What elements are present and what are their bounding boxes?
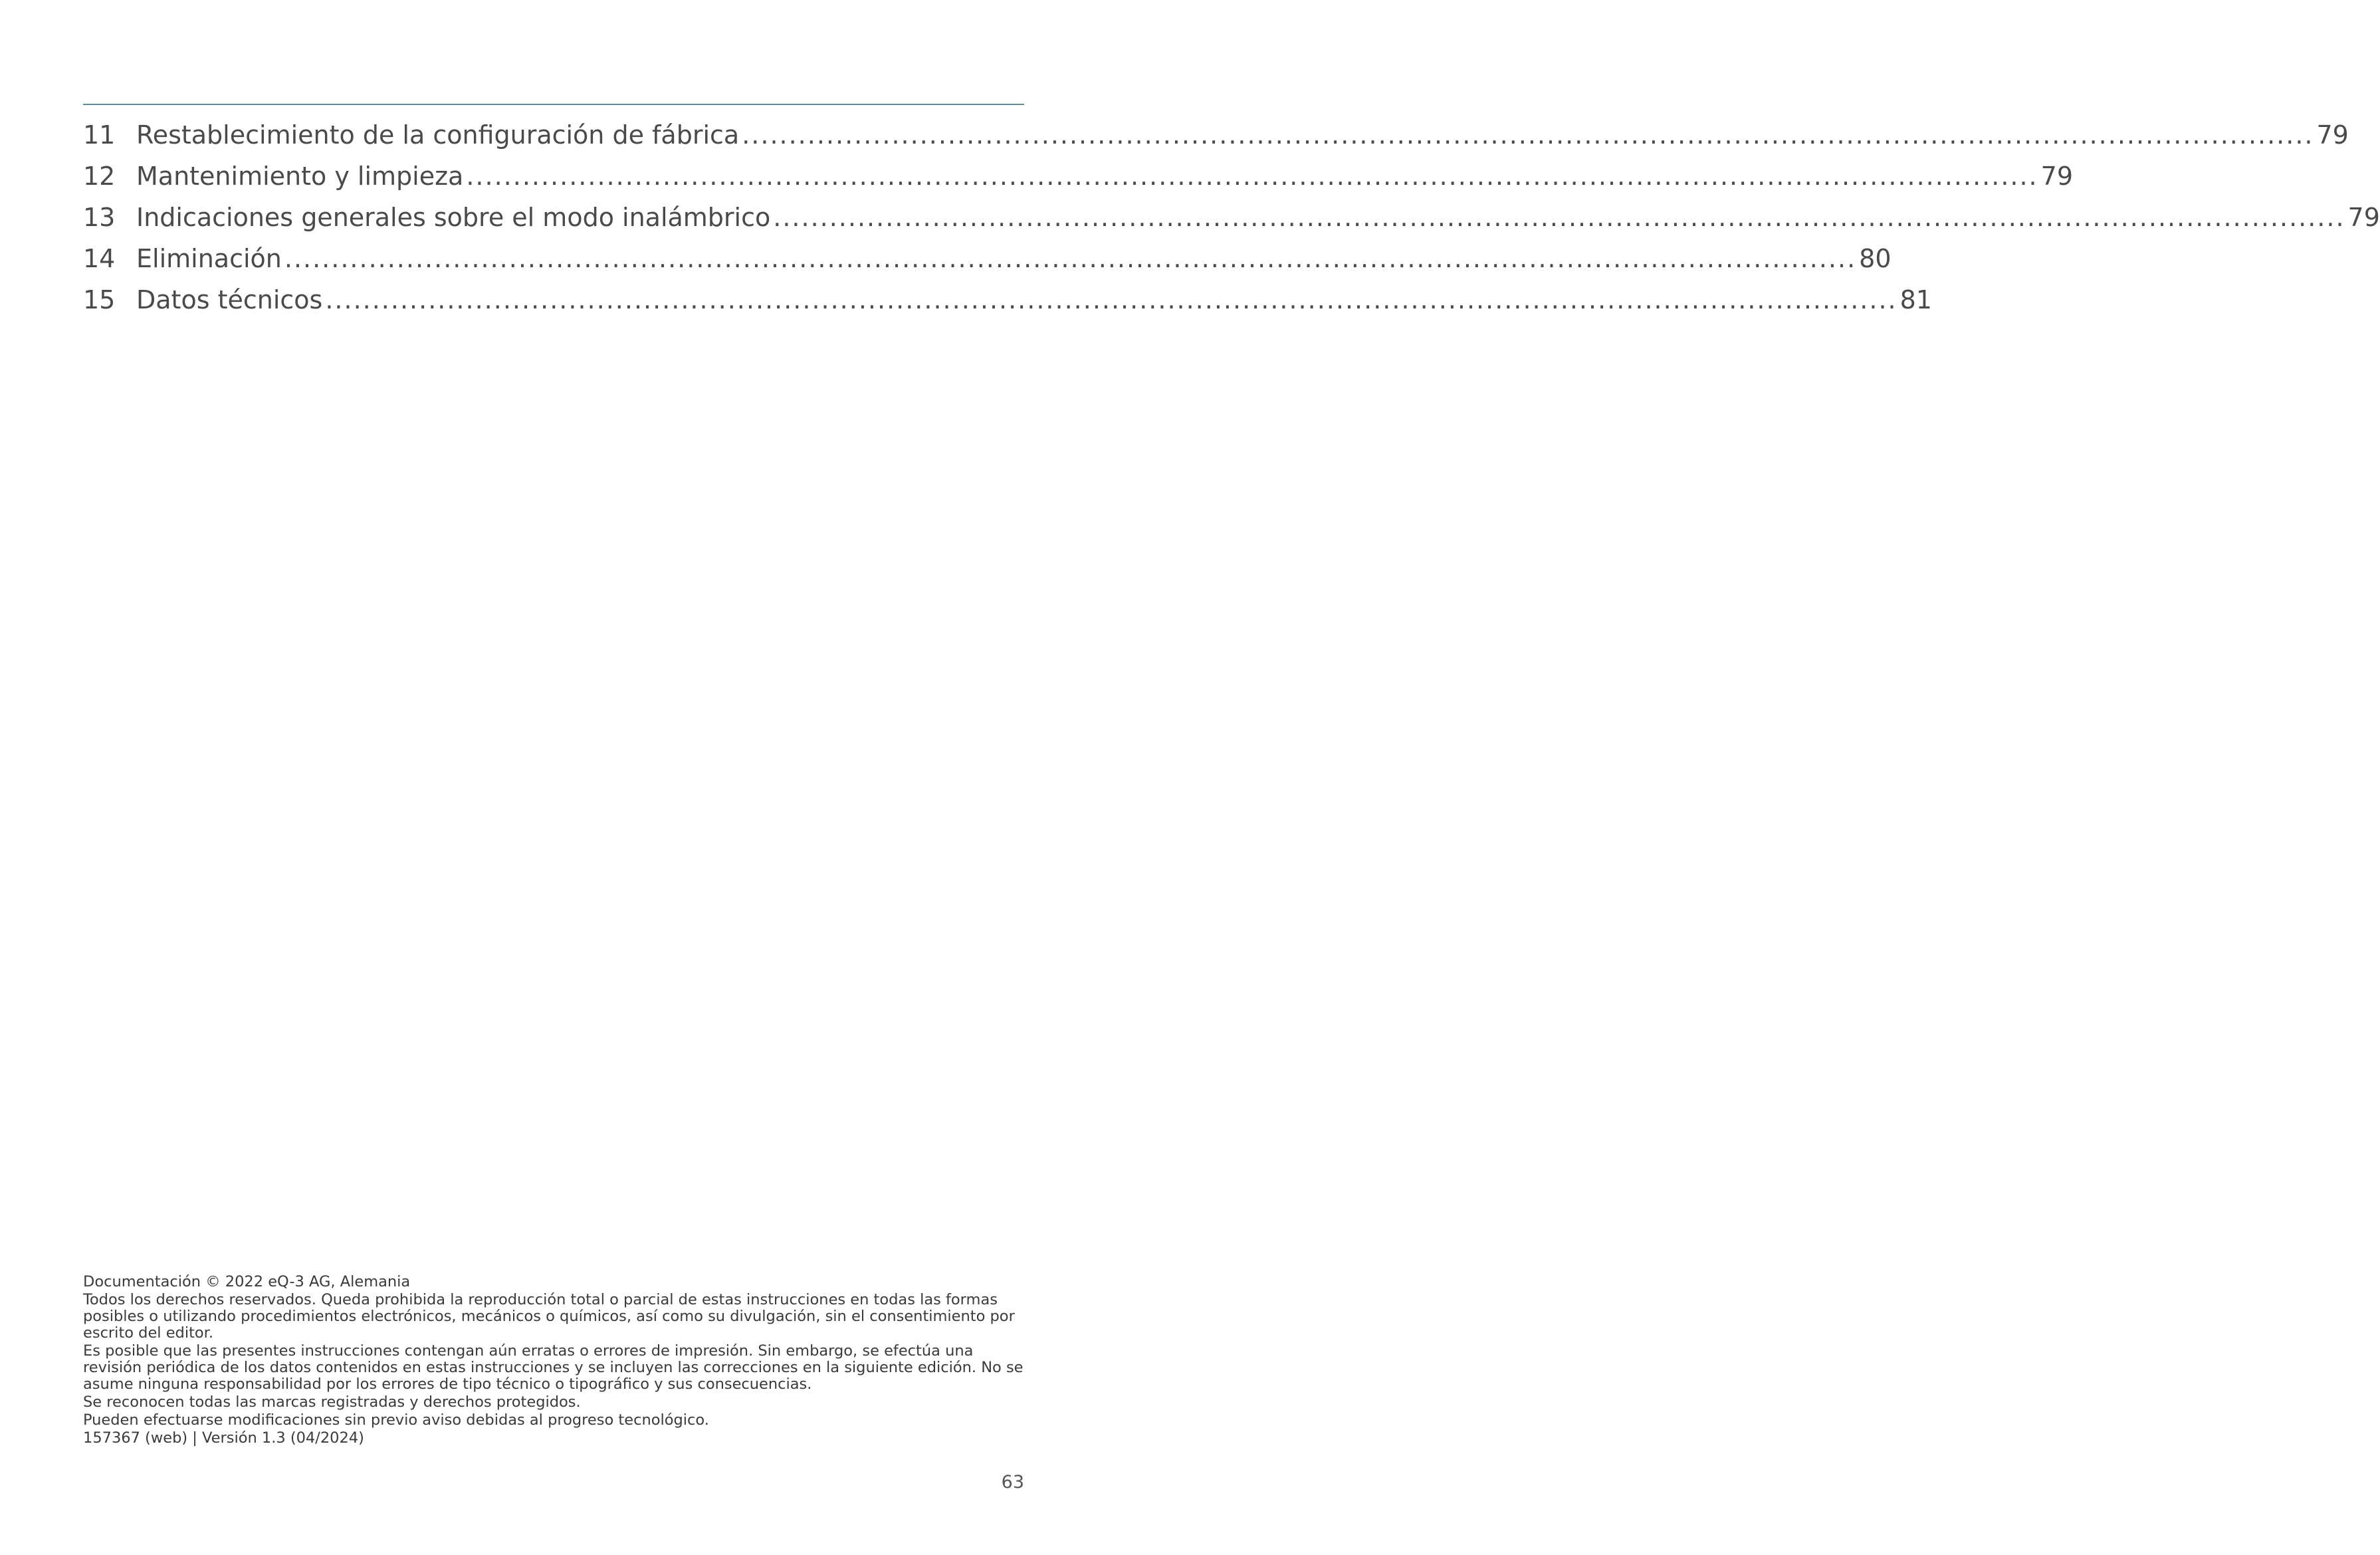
toc-leader-dots: ........................................................................................................................................................................ <box>773 203 2345 232</box>
toc-entry-title: Mantenimiento y limpieza <box>136 162 464 191</box>
toc-entry[interactable] <box>83 114 2349 156</box>
toc-leader-dots: ........................................................................................................................................................................ <box>325 285 1897 314</box>
toc-entry-number: 12 <box>83 162 116 191</box>
toc-entry-title: Indicaciones generales sobre el modo inalámbrico <box>136 203 771 232</box>
table-of-contents <box>83 114 2380 320</box>
toc-entry-title: Datos técnicos <box>136 285 323 314</box>
toc-entry-page: 79 <box>2040 162 2073 191</box>
toc-entry-number: 13 <box>83 203 116 232</box>
toc-leader-dots: ........................................................................................................................................................................ <box>466 162 2038 191</box>
trademarks-line: Se reconocen todas las marcas registradas y derechos protegidos. <box>83 1393 581 1411</box>
header-rule <box>83 104 1024 105</box>
toc-entry[interactable] <box>83 279 1932 320</box>
toc-leader-dots: ........................................................................................................................................................................ <box>742 120 2314 150</box>
toc-entry[interactable] <box>83 197 2380 238</box>
toc-entry-number: 15 <box>83 285 116 314</box>
legal-footer <box>83 1274 1024 1448</box>
toc-entry-title: Eliminación <box>136 244 282 273</box>
toc-entry-page: 79 <box>2316 120 2349 150</box>
errata-paragraph: Es posible que las presentes instrucciones contengan aún erratas o errores de impresión. Sin embargo, se efectúa una revisión periódica de los datos contenidos en estas instrucciones y se incluyen las correcciones en la siguiente edición. No se asume ninguna responsabilidad por los errores de tipo técnico o tipográfico y sus consecuencias. <box>83 1342 1024 1393</box>
modifications-line: Pueden efectuarse modificaciones sin previo aviso debidas al progreso tecnológico. <box>83 1411 709 1429</box>
toc-entry-number: 11 <box>83 120 116 150</box>
toc-entry-page: 79 <box>2347 203 2380 232</box>
toc-entry-page: 80 <box>1859 244 1892 273</box>
toc-entry-number: 14 <box>83 244 116 273</box>
version-line: 157367 (web) | Versión 1.3 (04/2024) <box>83 1429 364 1447</box>
toc-entry[interactable] <box>83 156 2073 197</box>
toc-entry-page: 81 <box>1899 285 1932 314</box>
page-number: 63 <box>1001 1472 1024 1493</box>
copyright-line: Documentación © 2022 eQ-3 AG, Alemania <box>83 1273 411 1290</box>
toc-entry[interactable] <box>83 238 1892 279</box>
toc-leader-dots: ........................................................................................................................................................................ <box>284 244 1857 273</box>
rights-paragraph: Todos los derechos reservados. Queda prohibida la reproducción total o parcial de estas instrucciones en todas las formas posibles o utilizando procedimientos electrónicos, mecánicos o químicos, así como su divulgación, sin el consentimiento por escrito del editor. <box>83 1291 1015 1342</box>
toc-entry-title: Restablecimiento de la configuración de fábrica <box>136 120 740 150</box>
